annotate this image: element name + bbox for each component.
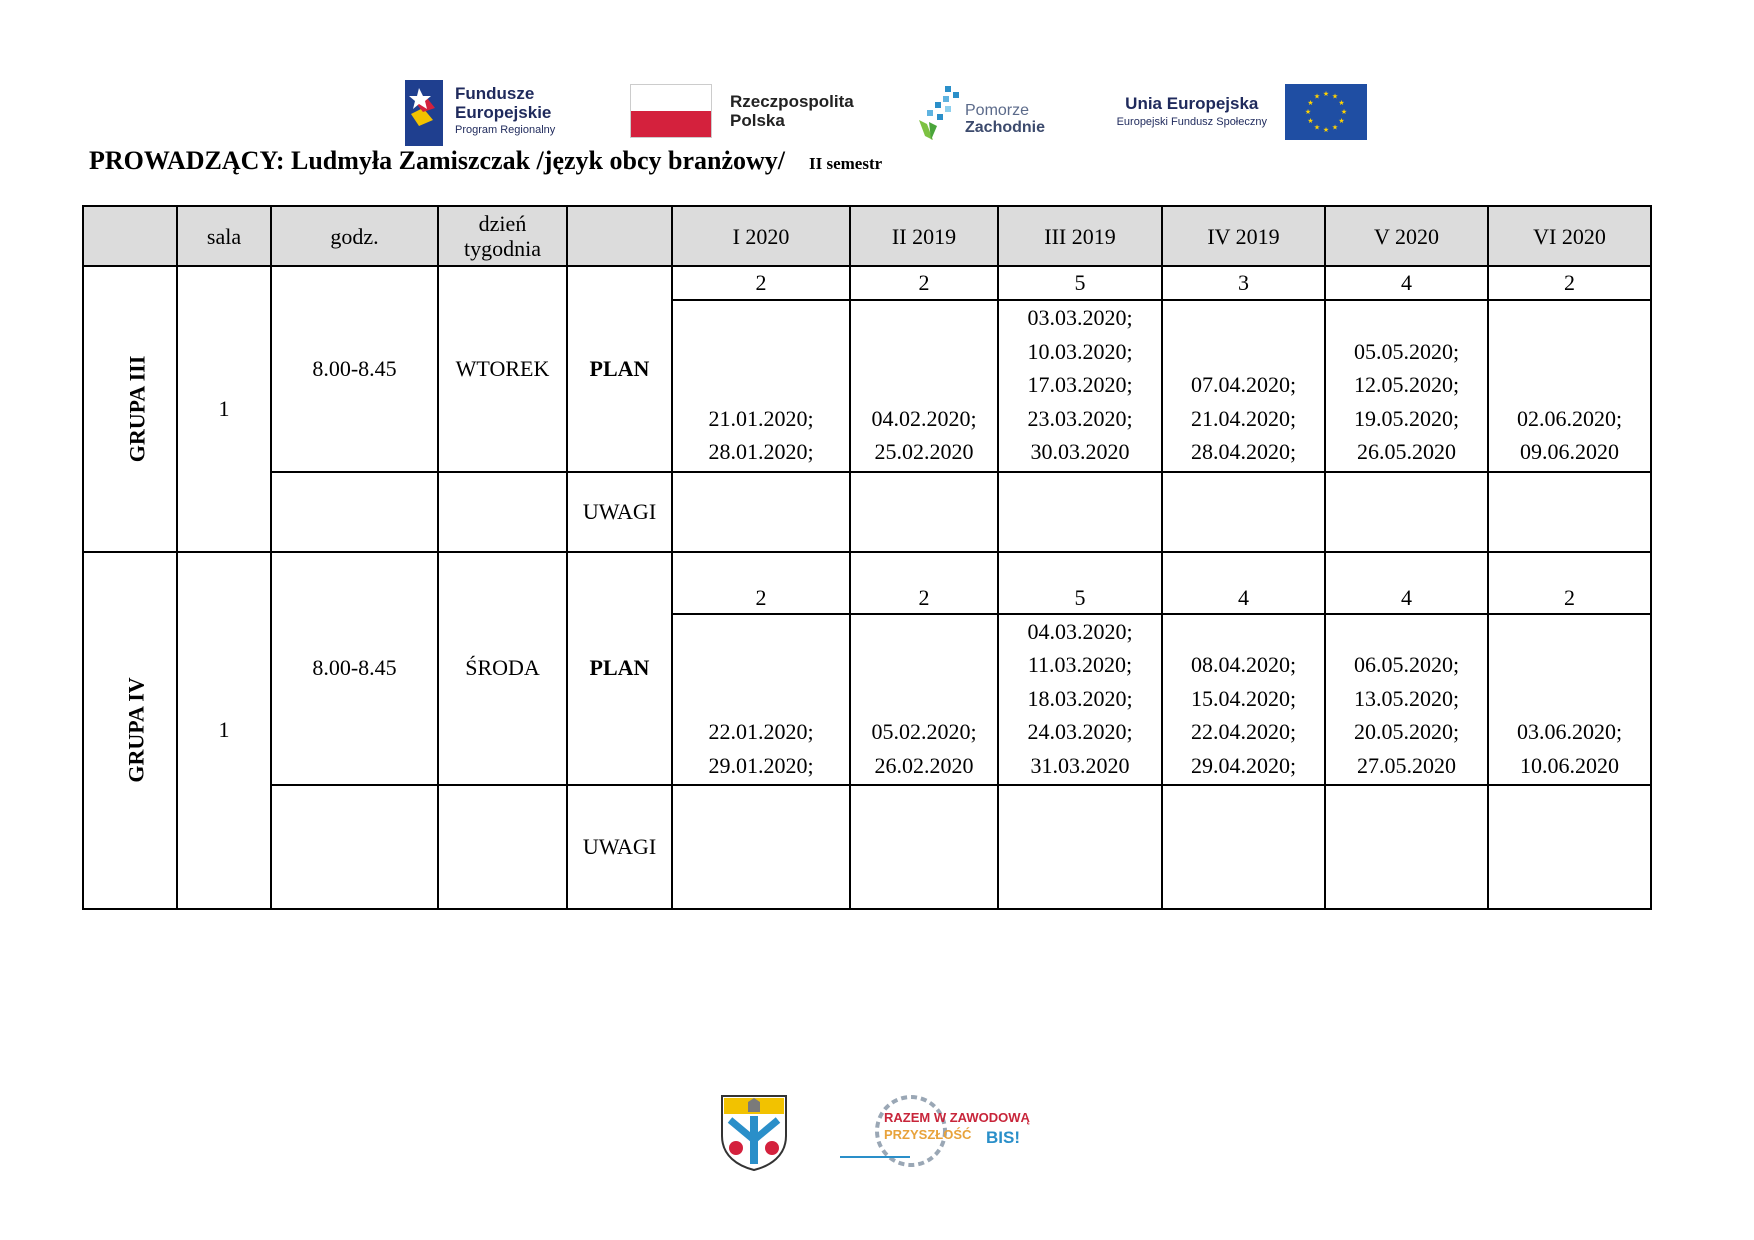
fe-line2: Europejskie bbox=[455, 103, 552, 122]
date-item: 29.04.2020; bbox=[1190, 752, 1297, 778]
group3-uwagi-cell bbox=[1488, 472, 1651, 552]
date-item: 28.01.2020; bbox=[708, 439, 814, 464]
group3-uwagi-cell bbox=[1162, 472, 1325, 552]
date-item: 29.01.2020; bbox=[708, 752, 814, 778]
date-item: 30.03.2020 bbox=[1030, 439, 1130, 464]
date-item: 22.04.2020; bbox=[1190, 719, 1297, 744]
group3-count-row bbox=[83, 266, 1651, 300]
svg-text:★: ★ bbox=[1338, 117, 1345, 125]
group3-dates-may bbox=[1325, 300, 1488, 472]
header-group bbox=[83, 206, 177, 266]
group4-dates-jan bbox=[672, 614, 850, 786]
group3-name: GRUPA III bbox=[124, 355, 150, 463]
group4-dates-jun bbox=[1488, 614, 1651, 786]
group4-dates-apr bbox=[1162, 614, 1325, 786]
group3-godz: 8.00-8.45 bbox=[271, 266, 438, 472]
group4-name: GRUPA IV bbox=[123, 677, 149, 783]
group4-dzien: ŚRODA bbox=[438, 552, 567, 786]
date-item: 03.06.2020; bbox=[1516, 719, 1623, 744]
group4-uwagi-cell bbox=[998, 785, 1162, 909]
date-item: 18.03.2020; bbox=[1027, 685, 1133, 711]
group3-uwagi-cell bbox=[850, 472, 998, 552]
group4-uwagi-cell bbox=[672, 785, 850, 909]
polish-flag-icon bbox=[630, 84, 712, 138]
date-item: 10.03.2020; bbox=[1027, 338, 1133, 364]
date-item: 12.05.2020; bbox=[1353, 372, 1460, 397]
date-item: 15.04.2020; bbox=[1190, 685, 1297, 711]
svg-text:★: ★ bbox=[1307, 99, 1314, 107]
date-item: 21.04.2020; bbox=[1190, 405, 1297, 431]
circuit-line bbox=[840, 1156, 910, 1158]
group4-uwagi-row bbox=[83, 785, 1651, 909]
date-item: 07.04.2020; bbox=[1190, 372, 1297, 397]
ue-line2: Europejski Fundusz Społeczny bbox=[1116, 116, 1267, 128]
group3-name-cell bbox=[83, 266, 177, 552]
group3-dates-mar bbox=[998, 300, 1162, 472]
date-item: 05.02.2020; bbox=[871, 719, 977, 744]
group4-uwagi-cell bbox=[1162, 785, 1325, 909]
date-item: 19.05.2020; bbox=[1353, 405, 1460, 431]
header-type bbox=[567, 206, 672, 266]
group4-count-row bbox=[83, 552, 1651, 614]
logo-razem-w-zawodowa bbox=[840, 1086, 1050, 1176]
group4-count: 2 bbox=[850, 552, 998, 614]
date-item: 08.04.2020; bbox=[1190, 652, 1297, 677]
semester-label: II semestr bbox=[808, 154, 883, 173]
coat-of-arms-icon bbox=[718, 1092, 790, 1172]
date-item: 26.02.2020 bbox=[874, 752, 974, 778]
group3-count: 2 bbox=[672, 266, 850, 300]
date-item: 17.03.2020; bbox=[1027, 372, 1133, 397]
group3-dzien: WTOREK bbox=[438, 266, 567, 472]
header-month: V 2020 bbox=[1325, 206, 1488, 266]
date-item: 22.01.2020; bbox=[708, 719, 814, 744]
group4-uwagi-cell bbox=[1488, 785, 1651, 909]
group3-count: 5 bbox=[998, 266, 1162, 300]
logo-bar bbox=[405, 80, 1365, 146]
date-item: 10.06.2020 bbox=[1520, 752, 1619, 778]
razem-line1: RAZEM W ZAWODOWĄ bbox=[884, 1110, 1030, 1125]
header-month: IV 2019 bbox=[1162, 206, 1325, 266]
date-item: 28.04.2020; bbox=[1190, 439, 1297, 464]
date-item: 25.02.2020 bbox=[874, 439, 974, 464]
svg-text:★: ★ bbox=[1331, 92, 1339, 101]
teacher-heading: PROWADZĄCY: Ludmyła Zamiszczak /język obcy branżowy/ bbox=[89, 146, 785, 175]
pomorze-zachodnie-mark-icon bbox=[915, 84, 961, 142]
svg-text:★: ★ bbox=[1313, 123, 1321, 132]
group4-count: 5 bbox=[998, 552, 1162, 614]
rp-line2: Polska bbox=[730, 111, 785, 130]
header-month: VI 2020 bbox=[1488, 206, 1651, 266]
fe-line3: Program Regionalny bbox=[455, 124, 556, 136]
header-row bbox=[83, 206, 1651, 266]
fundusze-europejskie-star-icon bbox=[405, 80, 443, 146]
svg-text:★: ★ bbox=[1304, 108, 1312, 116]
date-item: 23.03.2020; bbox=[1027, 405, 1133, 431]
group4-uwagi-godz bbox=[271, 785, 438, 909]
group4-dates-feb bbox=[850, 614, 998, 786]
schedule-table bbox=[82, 205, 1652, 910]
svg-text:★: ★ bbox=[1307, 117, 1314, 125]
date-item: 02.06.2020; bbox=[1516, 405, 1623, 431]
group3-uwagi-cell bbox=[1325, 472, 1488, 552]
header-dzien-line2: tygodnia bbox=[464, 236, 541, 261]
group4-uwagi-cell bbox=[850, 785, 998, 909]
group3-dates-jun bbox=[1488, 300, 1651, 472]
date-item: 21.01.2020; bbox=[708, 405, 814, 431]
group4-count: 4 bbox=[1325, 552, 1488, 614]
group4-name-cell bbox=[83, 552, 177, 910]
group3-uwagi-dzien bbox=[438, 472, 567, 552]
logo-rzeczpospolita-polska bbox=[630, 80, 880, 146]
group4-count: 2 bbox=[1488, 552, 1651, 614]
group3-uwagi-row bbox=[83, 472, 1651, 552]
pz-line1: Pomorze bbox=[965, 102, 1030, 119]
logo-fundusze-europejskie bbox=[405, 80, 605, 146]
group4-count: 4 bbox=[1162, 552, 1325, 614]
group3-count: 3 bbox=[1162, 266, 1325, 300]
date-item: 27.05.2020 bbox=[1357, 752, 1456, 778]
group3-uwagi-label: UWAGI bbox=[567, 472, 672, 552]
date-item: 09.06.2020 bbox=[1520, 439, 1619, 464]
svg-text:★: ★ bbox=[1322, 126, 1330, 134]
group4-count: 2 bbox=[672, 552, 850, 614]
date-item: 11.03.2020; bbox=[1027, 652, 1133, 677]
header-month: II 2019 bbox=[850, 206, 998, 266]
group4-dates-may bbox=[1325, 614, 1488, 786]
logo-pomorze-zachodnie bbox=[915, 80, 1045, 146]
ue-line1: Unia Europejska bbox=[1125, 94, 1259, 113]
group3-dates-feb bbox=[850, 300, 998, 472]
pz-line2: Zachodnie bbox=[965, 119, 1046, 136]
group3-uwagi-cell bbox=[998, 472, 1162, 552]
header-dzien-line1: dzień bbox=[478, 211, 527, 236]
group4-uwagi-dzien bbox=[438, 785, 567, 909]
group3-uwagi-cell bbox=[672, 472, 850, 552]
date-item: 06.05.2020; bbox=[1353, 652, 1460, 677]
group4-uwagi-label: UWAGI bbox=[567, 785, 672, 909]
date-item: 24.03.2020; bbox=[1027, 719, 1133, 744]
razem-line3: BIS! bbox=[986, 1128, 1020, 1147]
group3-count: 2 bbox=[850, 266, 998, 300]
header-godz: godz. bbox=[271, 206, 438, 266]
group4-plan-label: PLAN bbox=[567, 552, 672, 786]
eu-flag-icon bbox=[1285, 84, 1367, 140]
header-dzien bbox=[438, 206, 567, 266]
group4-dates-mar bbox=[998, 614, 1162, 786]
date-item: 13.05.2020; bbox=[1353, 685, 1460, 711]
header-month: III 2019 bbox=[998, 206, 1162, 266]
header-month: I 2020 bbox=[672, 206, 850, 266]
svg-text:★: ★ bbox=[1340, 108, 1348, 116]
svg-text:★: ★ bbox=[1338, 99, 1345, 107]
fe-line1: Fundusze bbox=[455, 84, 535, 103]
date-item: 31.03.2020 bbox=[1030, 752, 1130, 778]
group3-dates-apr bbox=[1162, 300, 1325, 472]
razem-line2: PRZYSZŁOŚĆ bbox=[884, 1127, 972, 1142]
group3-plan-label: PLAN bbox=[567, 266, 672, 472]
svg-text:★: ★ bbox=[1313, 92, 1321, 101]
date-item: 26.05.2020 bbox=[1357, 439, 1456, 464]
date-item: 04.03.2020; bbox=[1027, 618, 1133, 644]
group4-godz: 8.00-8.45 bbox=[271, 552, 438, 786]
svg-text:★: ★ bbox=[1331, 123, 1339, 132]
date-item: 04.02.2020; bbox=[871, 405, 977, 431]
date-item: 05.05.2020; bbox=[1353, 338, 1460, 364]
group3-sala: 1 bbox=[177, 266, 271, 552]
group3-uwagi-godz bbox=[271, 472, 438, 552]
group3-count: 2 bbox=[1488, 266, 1651, 300]
rp-line1: Rzeczpospolita bbox=[730, 92, 854, 111]
page-heading bbox=[89, 146, 882, 176]
date-item: 03.03.2020; bbox=[1027, 305, 1133, 330]
group4-sala: 1 bbox=[177, 552, 271, 910]
logo-unia-europejska bbox=[1087, 80, 1367, 146]
group3-count: 4 bbox=[1325, 266, 1488, 300]
group4-uwagi-cell bbox=[1325, 785, 1488, 909]
header-sala: sala bbox=[177, 206, 271, 266]
date-item: 20.05.2020; bbox=[1353, 719, 1460, 744]
svg-text:★: ★ bbox=[1322, 90, 1330, 98]
group3-dates-jan bbox=[672, 300, 850, 472]
